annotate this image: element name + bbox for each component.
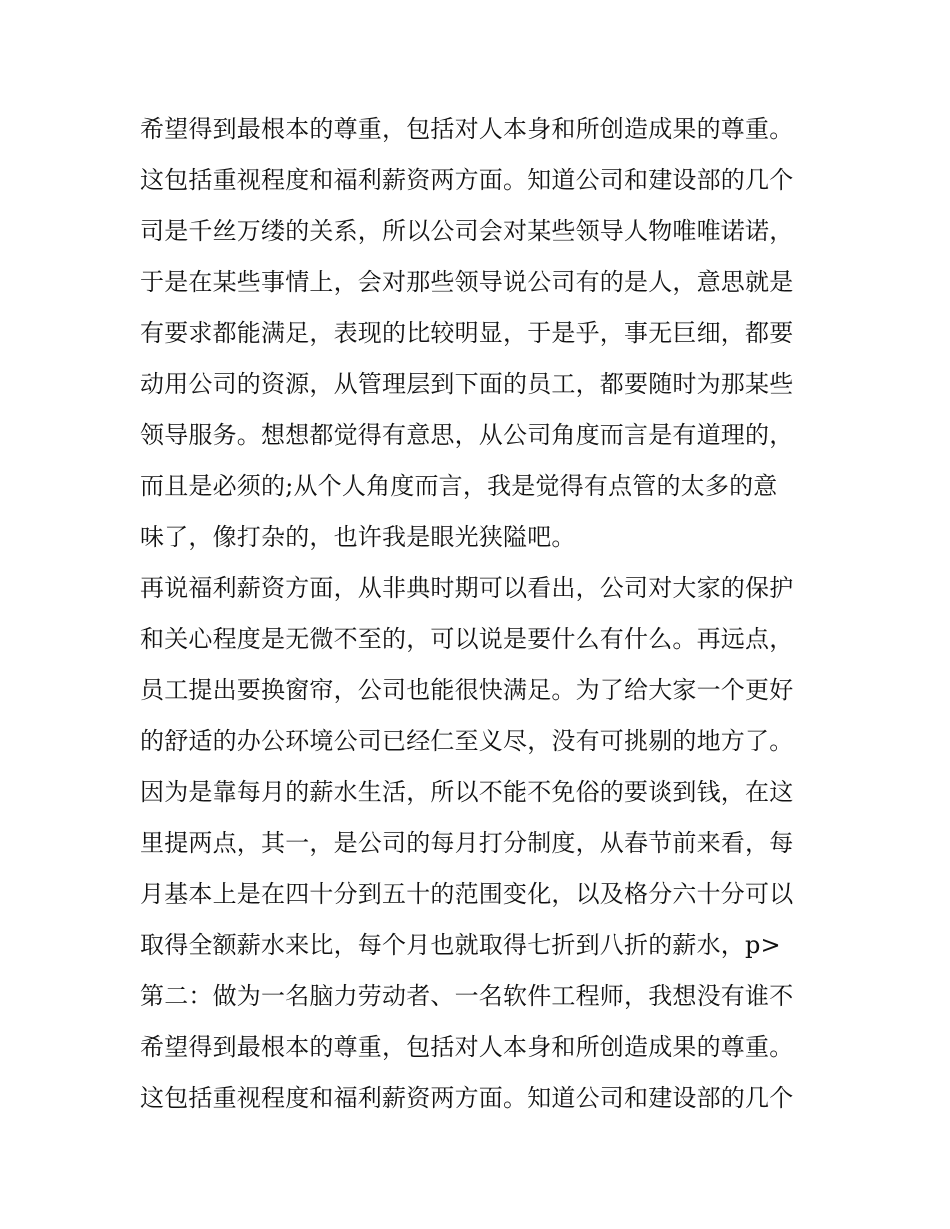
text-line: 希望得到最根本的尊重，包括对人本身和所创造成果的尊重。 xyxy=(140,115,794,143)
text-line: 这包括重视程度和福利薪资两方面。知道公司和建设部的几个 xyxy=(140,1084,794,1112)
text-line: 有要求都能满足，表现的比较明显，于是乎，事无巨细，都要 xyxy=(140,319,794,347)
text-line: 领导服务。想想都觉得有意思，从公司角度而言是有道理的， xyxy=(140,421,794,449)
text-line: 月基本上是在四十分到五十的范围变化，以及格分六十分可以 xyxy=(140,880,794,908)
text-line: 希望得到最根本的尊重，包括对人本身和所创造成果的尊重。 xyxy=(140,1033,794,1061)
text-line: 员工提出要换窗帘，公司也能很快满足。为了给大家一个更好 xyxy=(140,676,794,704)
text-line: 因为是靠每月的薪水生活，所以不能不免俗的要谈到钱，在这 xyxy=(140,778,794,806)
text-line: 再说福利薪资方面，从非典时期可以看出，公司对大家的保护 xyxy=(140,574,794,602)
text-line: 这包括重视程度和福利薪资两方面。知道公司和建设部的几个 xyxy=(140,166,794,194)
text-line: 于是在某些事情上，会对那些领导说公司有的是人，意思就是 xyxy=(140,268,794,296)
text-line: 第二：做为一名脑力劳动者、一名软件工程师，我想没有谁不 xyxy=(140,982,794,1010)
text-line: 而且是必须的;从个人角度而言，我是觉得有点管的太多的意 xyxy=(140,472,778,500)
text-line: 的舒适的办公环境公司已经仁至义尽，没有可挑剔的地方了。 xyxy=(140,727,794,755)
text-line: 司是千丝万缕的关系，所以公司会对某些领导人物唯唯诺诺， xyxy=(140,217,794,245)
text-line: 味了，像打杂的，也许我是眼光狭隘吧。 xyxy=(140,523,576,551)
text-line: 和关心程度是无微不至的，可以说是要什么有什么。再远点， xyxy=(140,625,794,653)
body-text xyxy=(140,104,830,1124)
text-line: 里提两点，其一，是公司的每月打分制度，从春节前来看，每 xyxy=(140,829,794,857)
text-line: 动用公司的资源，从管理层到下面的员工，都要随时为那某些 xyxy=(140,370,794,398)
text-line: 取得全额薪水来比，每个月也就取得七折到八折的薪水，p> xyxy=(140,931,781,959)
